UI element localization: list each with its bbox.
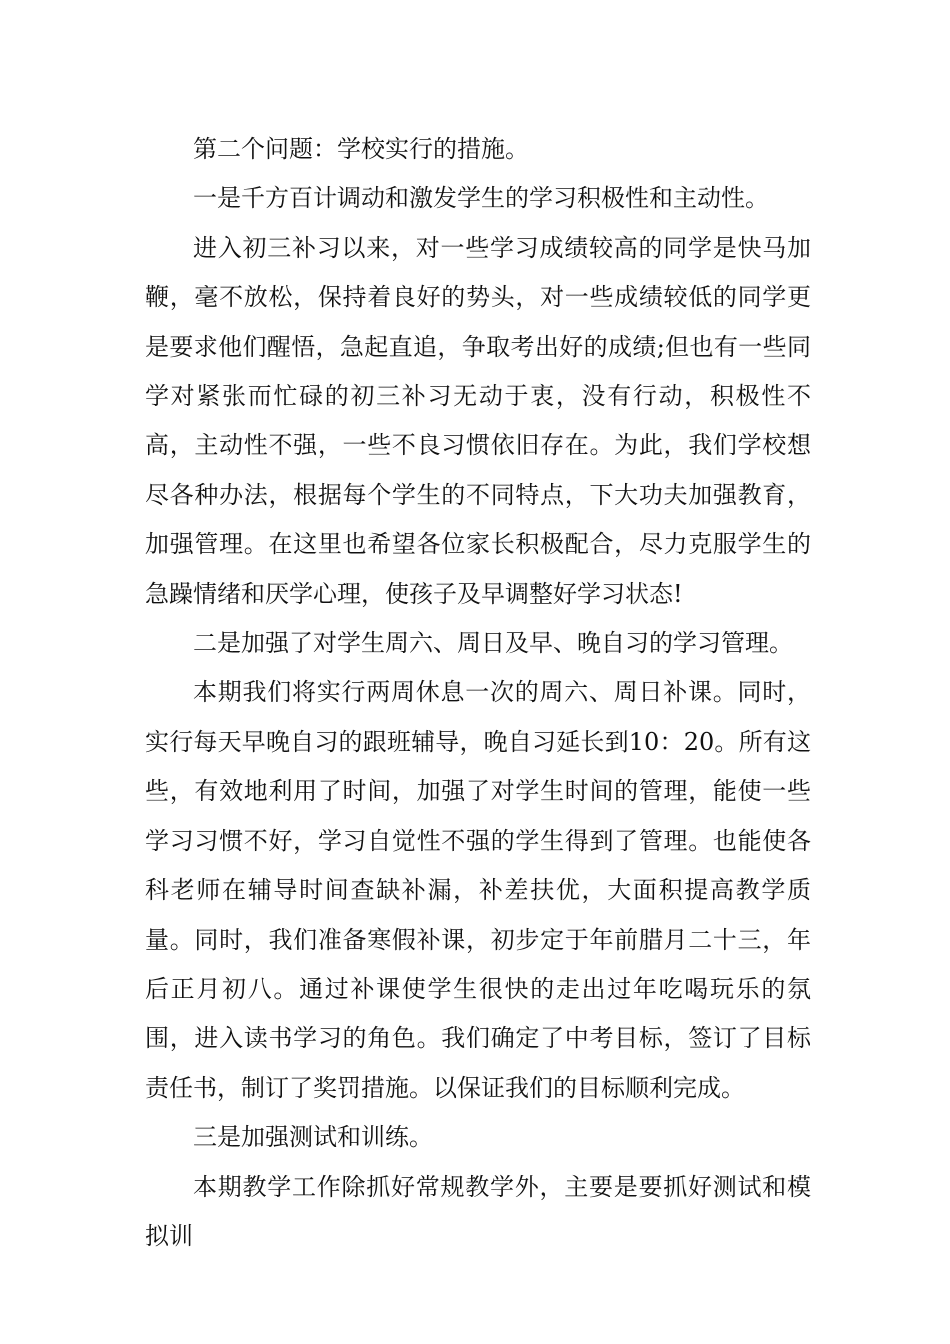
measure-two-body: 本期我们将实行两周休息一次的周六、周日补课。同时，实行每天早晚自习的跟班辅导，晚自习延长到10：20。所有这些，有效地利用了时间，加强了对学生时间的管理，能使一些学习习惯不好，学习自觉性不强的学生得到了管理。也能使各科老师在辅导时间查缺补漏，补差扶优，大面积提高教学质量。同时，我们准备寒假补课，初步定于年前腊月二十三，年后正月初八。通过补课使学生很快的走出过年吃喝玩乐的氛围，进入读书学习的角色。我们确定了中考目标，签订了目标责任书，制订了奖罚措施。以保证我们的目标顺利完成。: [145, 678, 811, 1102]
measure-three-body: 本期教学工作除抓好常规教学外，主要是要抓好测试和模拟训: [145, 1172, 811, 1250]
measure-three-heading: 三是加强测试和训练。: [193, 1123, 433, 1152]
measure-one-heading: 一是千方百计调动和激发学生的学习积极性和主动性。: [193, 184, 769, 213]
measure-two-heading: 二是加强了对学生周六、周日及早、晚自习的学习管理。: [193, 629, 793, 658]
document-body: [145, 125, 811, 1261]
measure-one-body: 进入初三补习以来，对一些学习成绩较高的同学是快马加鞭，毫不放松，保持着良好的势头，对一些成绩较低的同学更是要求他们醒悟，急起直追，争取考出好的成绩;但也有一些同学对紧张而忙碌的初三补习无动于衷，没有行动，积极性不高，主动性不强，一些不良习惯依旧存在。为此，我们学校想尽各种办法，根据每个学生的不同特点，下大功夫加强教育，加强管理。在这里也希望各位家长积极配合，尽力克服学生的急躁情绪和厌学心理，使孩子及早调整好学习状态!: [145, 233, 811, 608]
section-heading-measures: 第二个问题：学校实行的措施。: [193, 135, 529, 163]
